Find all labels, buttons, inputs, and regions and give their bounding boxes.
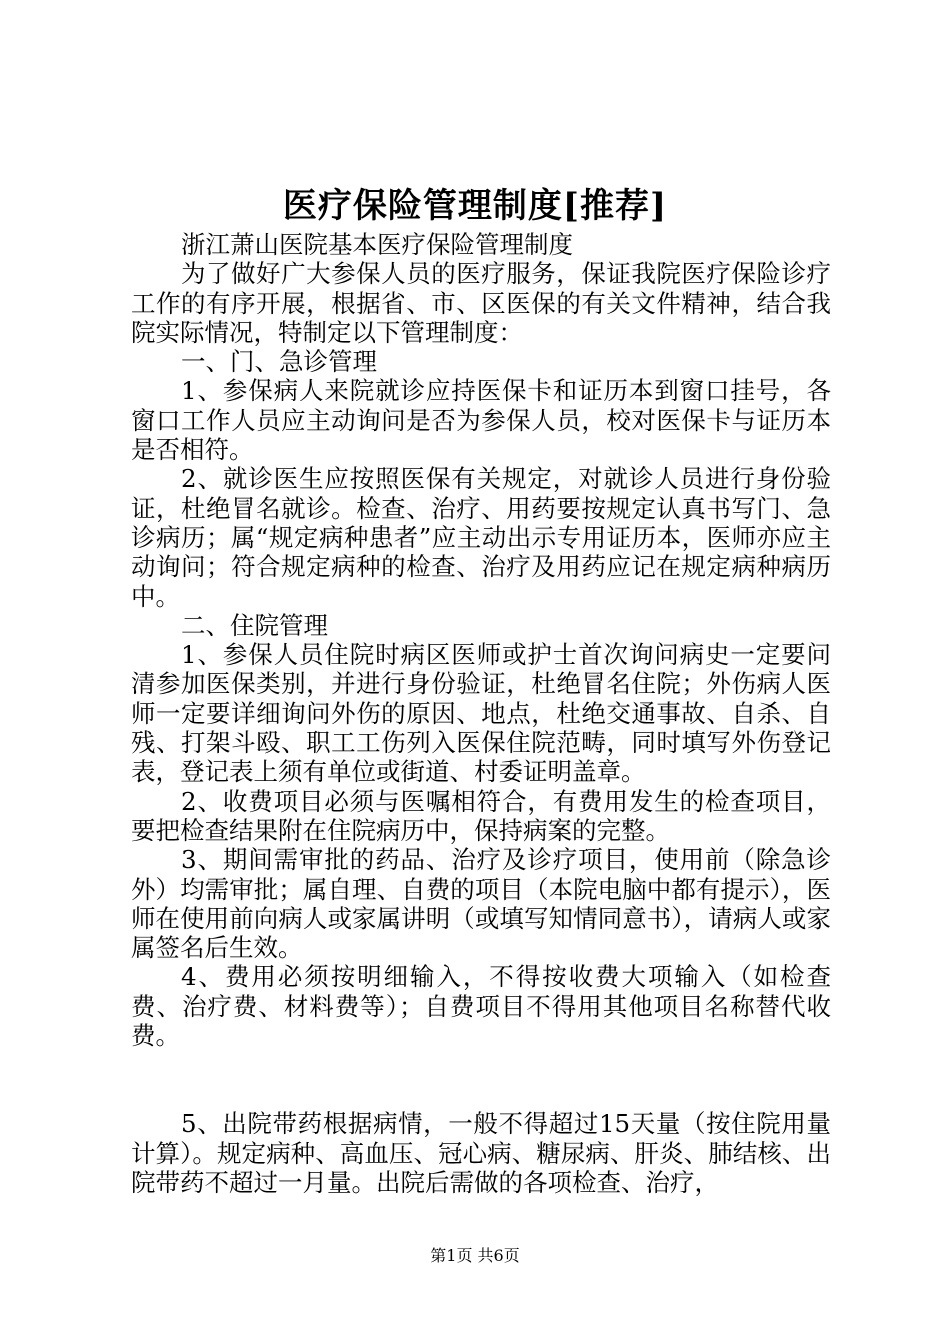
paragraph-inpatient-1: 1、参保人员住院时病区医师或护士首次询问病史一定要问清参加医保类别，并进行身份验证，杜绝冒名住院；外伤病人医师一定要详细询问外伤的原因、地点，杜绝交通事故、自杀、自残、打架斗殴、职工工伤列入医保住院范畴，同时填写外伤登记表，登记表上须有单位或街道、村委证明盖章。 [131,640,831,787]
paragraph-inpatient-5: 5、出院带药根据病情，一般不得超过15天量（按住院用量计算）。规定病种、高血压、冠心病、糖尿病、肝炎、肺结核、出院带药不超过一月量。出院后需做的各项检查、治疗， [131,1109,831,1197]
paragraph-outpatient-1: 1、参保病人来院就诊应持医保卡和证历本到窗口挂号，各窗口工作人员应主动询问是否为参保人员，校对医保卡与证历本是否相符。 [131,376,831,465]
section-heading-outpatient: 一、门、急诊管理 [181,347,377,377]
paragraph-inpatient-2: 2、收费项目必须与医嘱相符合，有费用发生的检查项目，要把检查结果附在住院病历中，保持病案的完整。 [131,786,831,845]
paragraph-inpatient-4: 4、费用必须按明细输入，不得按收费大项输入（如检查费、治疗费、材料费等）；自费项目不得用其他项目名称替代收费。 [131,962,831,1051]
paragraph-gap [131,1050,831,1109]
paragraph-outpatient-2: 2、就诊医生应按照医保有关规定，对就诊人员进行身份验证，杜绝冒名就诊。检查、治疗、用药要按规定认真书写门、急诊病历；属“规定病种患者”应主动出示专用证历本，医师亦应主动询问；符合规定病种的检查、治疗及用药应记在规定病种病历中。 [131,464,831,611]
section-heading-inpatient: 二、住院管理 [181,610,328,640]
document-body [131,230,831,1197]
page-title: 医疗保险管理制度[推荐] [282,186,668,226]
paragraph-intro: 为了做好广大参保人员的医疗服务，保证我院医疗保险诊疗工作的有序开展，根据省、市、区医保的有关文件精神，结合我院实际情况，特制定以下管理制度： [131,259,831,347]
page-footer: 第1页 共6页 [430,1246,520,1265]
paragraph-inpatient-3: 3、期间需审批的药品、治疗及诊疗项目，使用前（除急诊外）均需审批；属自理、自费的项目（本院电脑中都有提示），医师在使用前向病人或家属讲明（或填写知情同意书），请病人或家属签名后生效。 [131,845,831,963]
paragraph-subtitle: 浙江萧山医院基本医疗保险管理制度 [181,230,573,259]
